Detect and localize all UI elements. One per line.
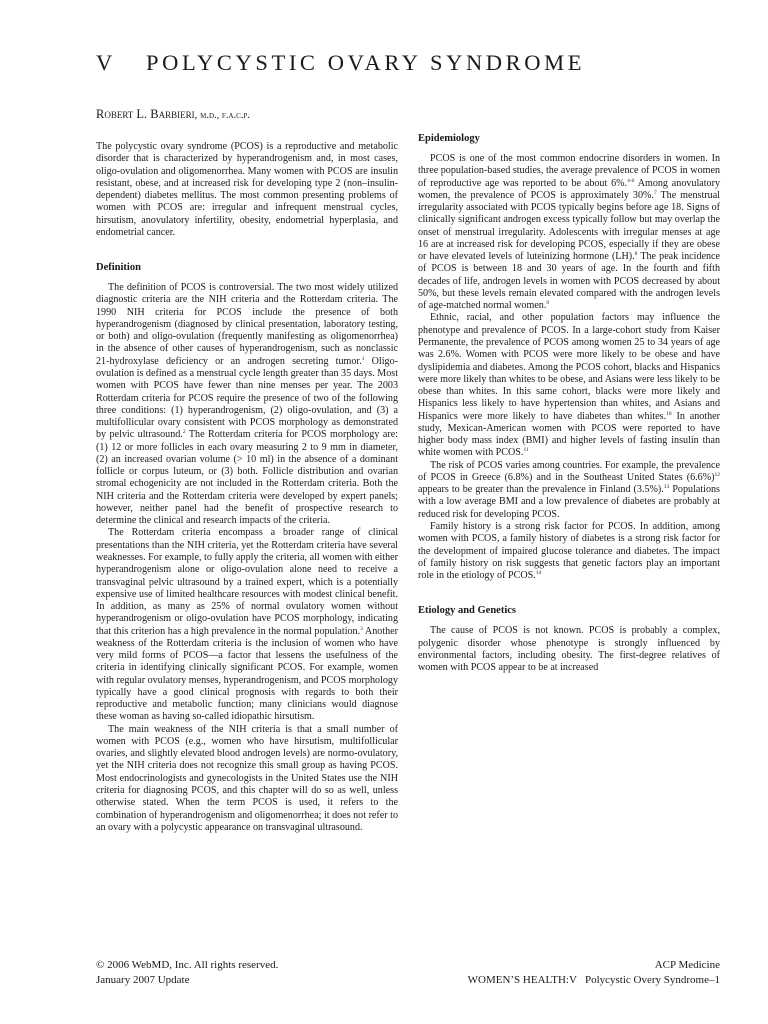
epidemiology-heading: Epidemiology <box>418 133 480 144</box>
author-name: Robert L. Barbieri <box>96 107 195 121</box>
reference-superscript: 1 <box>361 355 365 362</box>
epidemiology-paragraph-2: Ethnic, racial, and other population factors may influence the phenotype and prevalence of PCOS. In a large-cohort study from Kaiser Permanente, the prevalence of PCOS among women 25 to 34 years of age was 2.6%. Women with PCOS were more likely to be obese and have dyslipidemia and diabetes. Among the PCOS cohort, blacks and Hispanics were more likely than whites to be obese, and Asians were less likely to be obese than whites. In this same cohort, blacks were more likely and Hispanics less likely to have hypertension than whites, and Asians and Hispanics were more likely to have diabetes than whites.$^{10}$ In another study, Mexican-American women with PCOS were reported to have higher body mass index (BMI) and higher levels of fasting insulin than white women with PCOS.$^{11}$ <box>418 312 720 459</box>
footer-publication: ACP Medicine <box>654 959 720 971</box>
author-degrees: m.d., f.a.c.p. <box>200 110 250 121</box>
footer-right <box>468 958 720 987</box>
reference-superscript: 12 <box>714 471 720 478</box>
etiology-heading: Etiology and Genetics <box>418 605 517 617</box>
definition-paragraph-3: The main weakness of the NIH criteria is that a small number of women with PCOS (e.g., women who have hirsutism, multifollicular ovaries, and slightly elevated blood androgen levels) are normo-ovulatory, yet the NIH criteria does not recognize this small group as having PCOS. Most endocrinologists and gynecologists in the United States use the NIH criteria for diagnosing PCOS, and this chapter will do so as well, unless otherwise stated. When the term PCOS is used, it refers to the combination of hyperandrogenism and oligomenorrhea; it does not refer to an ovary with a polycystic appearance on transvaginal ultrasound. <box>96 723 398 833</box>
reference-superscript: 8 <box>634 251 638 258</box>
definition-paragraph-1: The definition of PCOS is controversial. The two most widely utilized diagnostic criteria are the NIH criteria and the Rotterdam criteria. The 1990 NIH criteria for PCOS include the presence of both hyperandrogenism (diagnosed by clinical presentation, laboratory testing, or both) and oligo-ovulation (frequently manifesting as oligomenorrhea) in the absence of other causes of hyperandrogenism, such as nonclassic 21-hydroxylase deficiency or an androgen secreting tumor.$^1$ Oligo-ovulation is defined as a menstrual cycle length greater than 35 days. Most women with PCOS have fewer than nine menses per year. The 2003 Rotterdam criteria for PCOS require the presence of two of the following three conditions: (1) hyperandrogenism, (2) oligo-ovulation, and (3) a multifollicular ovary consistent with PCOS morphology as demonstrated by pelvic ultrasound.$^2$ The Rotterdam criteria for PCOS morphology are: (1) 12 or more follicles in each ovary measuring 2 to 9 mm in diameter, (2) an increased ovarian volume (> 10 ml) in the absence of a dominant follicle or corpus luteum, or (3) both. Follicle distribution and ovarian stromal echogenicity are not included in the Rotterdam criteria. Both the NIH criteria and the Rotterdam criteria were developed by expert panels; however, neither panel had the benefit of prospective research to determine the clinical and research impacts of the criteria. <box>96 282 398 527</box>
footer-running-title: WOMEN’S HEALTH:V Polycystic Overy Syndrome–1 <box>467 973 720 986</box>
reference-superscript: 9 <box>546 300 550 307</box>
reference-superscript: 7 <box>653 189 657 196</box>
epidemiology-paragraph-3: The risk of PCOS varies among countries. For example, the prevalence of PCOS in Greece (6.8%) and in the Southeast United States $(6.6\%)^{12}$ appears to be greater than the prevalence in Finland (3.5%).$^{13}$ Populations with a low average BMI and a low prevalence of diabetes are probably at reduced risk for developing PCOS. <box>418 459 720 520</box>
chapter-title <box>96 50 696 76</box>
reference-superscript: 10 <box>666 410 672 417</box>
reference-superscript: 14 <box>535 570 542 577</box>
author-line: Robert L. Barbieri, m.d., f.a.c.p. <box>96 107 250 121</box>
reference-superscript: 13 <box>663 484 670 491</box>
reference-superscript: 2 <box>182 429 186 436</box>
intro-paragraph: The polycystic ovary syndrome (PCOS) is a reproductive and metabolic disorder that is characterized by hyperandrogenism and, in most cases, oligo-ovulation and oligomenorrhea. Many women with PCOS are insulin resistant, obese, and at increased risk for developing type 2 (non–insulin-dependent) diabetes mellitus. The most common presenting problems of women with PCOS are: irregular and infrequent menstrual cycles, hirsutism, anovulatory infertility, obesity, endometrial hyperplasia, and endometrial cancer. <box>96 141 398 238</box>
definition-paragraph-2: The Rotterdam criteria encompass a broader range of clinical presentations than the NIH criteria, yet the Rotterdam criteria have several weaknesses. For example, to fully apply the criteria, all women with either hyperandrogenism alone or oligo-ovulation alone need to receive a transvaginal pelvic ultrasound by a trained expert, which is a potentially expensive use of limited healthcare resources with modest clinical benefit. In addition, as many as 25% of normal ovulatory women without hyperandrogenism or oligo-ovulation have PCOS morphology, indicating that this criterion has a high prevalence in the normal population.$^3$ Another weakness of the Rotterdam criteria is the inclusion of women who have very mild forms of PCOS—a factor that lessens the usefulness of the criteria in identifying clinically significant PCOS. For example, women with regular ovulatory menses, hyperandrogenism, and PCOS morphology typically have a good clinical prognosis with regards to both their reproductive and metabolic function; many clinicians would diagnose these woman as having so-called idiopathic hirsutism. <box>96 527 399 723</box>
footer-update: January 2007 Update <box>96 973 190 986</box>
left-column <box>96 108 398 834</box>
definition-heading: Definition <box>96 262 141 274</box>
etiology-paragraph-1: The cause of PCOS is not known. PCOS is probably a complex, polygenic disorder whose phenotype is strongly influenced by environmental factors, including obesity. The first-degree relatives of women with PCOS appear to be at increased <box>418 625 720 674</box>
footer-left <box>96 958 278 987</box>
chapter-number: V <box>96 50 116 75</box>
reference-superscript: 11 <box>523 447 529 454</box>
chapter-title-text: POLYCYSTIC OVARY SYNDROME <box>146 50 586 75</box>
right-column <box>418 108 720 674</box>
reference-superscript: 4-6 <box>627 177 635 184</box>
epidemiology-paragraph-1: PCOS is one of the most common endocrine disorders in women. In three population-based studies, the average prevalence of PCOS in women of reproductive age was reported to be about 6%.$^{4-6}$ Among anovulatory women, the prevalence of PCOS is approximately 30%.$^7$ The menstrual irregularity associated with PCOS typically begins before age 18. Signs of clinically significant androgen excess typically follow but may overlap the onset of menstrual irregularity. Adolescents with irregular menses at age 16 are at increased risk for developing PCOS, especially if they are obese or have elevated levels of luteinizing hormone (LH).$^8$ The peak incidence of PCOS is between 18 and 30 years of age. In the fourth and fifth decades of life, androgen levels in women with PCOS decreased by about 50%, but these levels remain elevated compared with the androgen levels of age-matched normal women.$^9$ <box>418 153 721 312</box>
reference-superscript: 3 <box>360 625 363 632</box>
epidemiology-paragraph-4: Family history is a strong risk factor for PCOS. In addition, among women with PCOS, a family history of diabetes is a strong risk factor for the development of impaired glucose tolerance and diabetes. The impact of family history on risk suggests that genetic factors play an important role in the etiology of PCOS.$^{14}$ <box>418 520 720 582</box>
footer-copyright: © 2006 WebMD, Inc. All rights reserved. <box>96 959 279 971</box>
